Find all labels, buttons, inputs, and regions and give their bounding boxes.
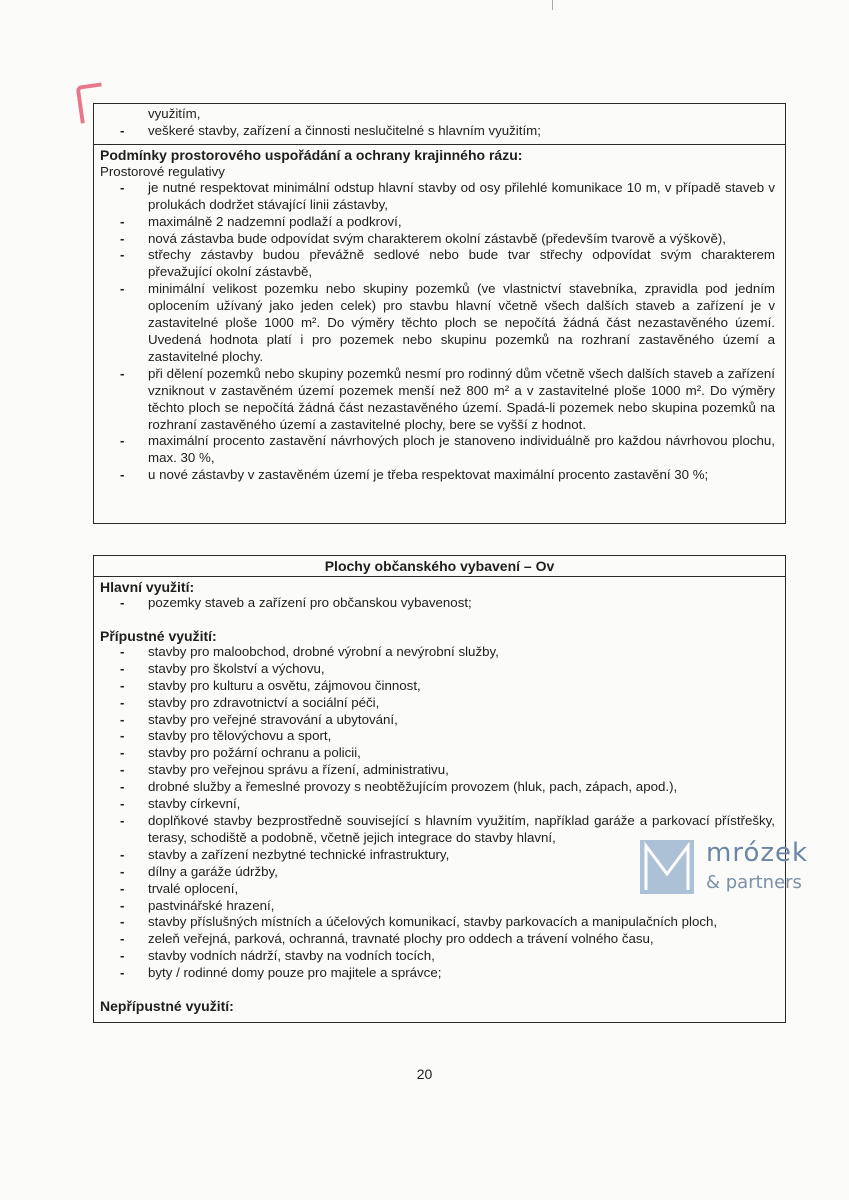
list-item: - při dělení pozemků nebo skupiny pozemků nesmí pro rodinný dům včetně všech dalších staveb a zařízení vzniknout v zastavěném území pozemek menší než 800 m² a v zastavitelné ploše 1000 m². Do výměry těchto ploch se nepočítá žádná část nezastavěného území. Spadá-li pozemek nebo skupina pozemků na rozhraní zastavěného území a zastavitelné plochy, bere se vyšší z hodnot. (100, 366, 779, 434)
list-item: - stavby pro veřejné stravování a ubytování, (100, 712, 779, 729)
list-item: - zeleň veřejná, parková, ochranná, travnaté plochy pro oddech a trávení volného času, (100, 931, 779, 948)
spatial-regulations-list (100, 180, 779, 484)
list-item: - dílny a garáže údržby, (100, 864, 779, 881)
list-item: - stavby pro tělovýchovu a sport, (100, 728, 779, 745)
list-item: - stavby pro maloobchod, drobné výrobní a nevýrobní služby, (100, 644, 779, 661)
list-item: využitím, (148, 106, 201, 121)
main-use-heading: Hlavní využití: (100, 579, 195, 595)
list-item: - doplňkové stavby bezprostředně související s hlavním využitím, například garáže a parkovací přístřešky, terasy, schodiště a podobně, včetně jejich integrace do stavby hlavní, (100, 813, 779, 847)
logo-subtitle: & partners (706, 872, 802, 893)
list-item: - stavby církevní, (100, 796, 779, 813)
list-item: - stavby pro školství a výchovu, (100, 661, 779, 678)
list-item: - stavby a zařízení nezbytné technické infrastruktury, (100, 847, 779, 864)
list-item: - pastvinářské hrazení, (100, 898, 779, 915)
spatial-conditions-box (93, 103, 786, 524)
list-item: - stavby pro veřejnou správu a řízení, administrativu, (100, 762, 779, 779)
list-item: - střechy zástavby budou převážně sedlové nebo bude tvar střechy odpovídat svým charakterem převažující okolní zástavbě, (100, 247, 779, 281)
list-item: - je nutné respektovat minimální odstup hlavní stavby od osy přilehlé komunikace 10 m, v případě staveb v prolukách dodržet stávající linii zástavby, (100, 180, 779, 214)
list-item: - stavby pro zdravotnictví a sociální péči, (100, 695, 779, 712)
civic-amenities-title: Plochy občanského vybavení – Ov (94, 556, 785, 577)
list-item: - byty / rodinné domy pouze pro majitele a správce; (100, 965, 779, 982)
list-item: - pozemky staveb a zařízení pro občanskou vybavenost; (100, 595, 779, 612)
list-item: - trvalé oplocení, (100, 881, 779, 898)
list-item: - stavby vodních nádrží, stavby na vodních tocích, (100, 948, 779, 965)
list-item: - drobné služby a řemeslné provozy s neobtěžujícím provozem (hluk, pach, zápach, apod.), (100, 779, 779, 796)
civic-amenities-box (93, 555, 786, 1023)
list-item: - u nové zástavby v zastavěném území je třeba respektovat maximální procento zastavění 30 %; (100, 467, 779, 484)
allowed-use-list (100, 644, 779, 982)
list-item: - stavby pro požární ochranu a policii, (100, 745, 779, 762)
spatial-conditions-heading: Podmínky prostorového uspořádání a ochrany krajinného rázu: (100, 146, 523, 163)
previous-section-tail (94, 104, 785, 145)
page-number: 20 (416, 1066, 433, 1082)
company-logo (640, 838, 830, 898)
list-item: - veškeré stavby, zařízení a činnosti neslučitelné s hlavním využitím; (100, 123, 779, 140)
list-item: - stavby pro kulturu a osvětu, zájmovou činnost, (100, 678, 779, 695)
spatial-regulations-subheading: Prostorové regulativy (100, 163, 225, 179)
logo-m-icon (640, 840, 694, 894)
list-item: - maximální procento zastavění návrhových ploch je stanoveno individuálně pro každou návrhovou plochu, max. 30 %, (100, 433, 779, 467)
main-use-list (100, 595, 779, 612)
list-item: - nová zástavba bude odpovídat svým charakterem okolní zástavbě (především tvarově a výškově), (100, 231, 779, 248)
scan-artifact-tick (552, 0, 553, 10)
logo-name: mrózek (706, 838, 809, 868)
list-item: - minimální velikost pozemku nebo skupiny pozemků (ve vlastnictví stavebníka, zpravidla pod jedním oplocením užívaný jako jeden celek) pro stavbu hlavní včetně všech dalších staveb a zařízení je v zastavitelné ploše 1000 m². Do výměry těchto ploch se nepočítá žádná část nezastavěného území. Uvedená hodnota platí i pro pozemek nebo skupinu pozemků na rozhraní zastavěného území a zastavitelné plochy. (100, 281, 779, 366)
forbidden-use-heading: Nepřípustné využití: (100, 998, 234, 1015)
allowed-use-heading: Přípustné využití: (100, 627, 217, 644)
list-item: - stavby příslušných místních a účelových komunikací, stavby parkovacích a manipulačních ploch, (100, 914, 779, 931)
tail-list (100, 106, 779, 140)
list-item: - maximálně 2 nadzemní podlaží a podkroví, (100, 214, 779, 231)
